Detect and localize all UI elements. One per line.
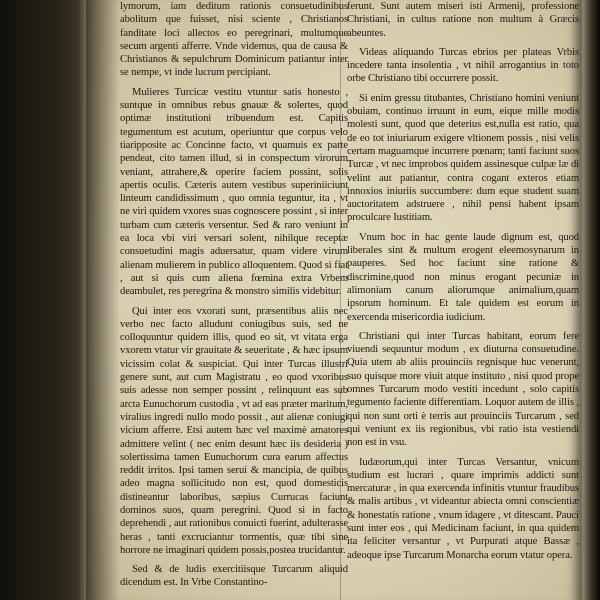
left-column <box>120 0 348 596</box>
left-paragraph-2: Mulieres Turcicæ vestitu vtuntur satis honesto , suntque in omnibus rebus gnauæ & solertes, quod optimæ institutioni tribuendum est. Capitis tegumentum est acutum, operiuntur que corpus velo tiaripposite ac Concinne facto, vt quamuis ex parte pendeat, cito tamen illud, si in conspectum virorum veniant, attrahere,& operire faciem possint, solis apertis oculis. Cæteris autem vestibus superiniiciunt linteum candidissimum , quo omnia teguntur, ita , vt ne viri quidem vxores suas cognoscere possint , si inter turbam cum cæteris versentur. Sed & raro veniunt in ea loca vbi viri versari solent, nihilque receptæ consuetudini magis aduersatur, quam videre virum alienam mulierem in publico alloquentem. Quod si fiat , aut si quis cum aliena fœmina extra Vrbem deambulet, res peregrina & monstro similis videbitur. <box>120 86 349 298</box>
right-paragraph-3: Si enim gressu titubantes, Christiano homini veniunt obuiam, continuo irruunt in eum, eique mille modis molesti sunt, quod que deterius est,nulla est ratio, qua de eo tot iniuriarum exigere vltionem possis , nisi velis certam maguamque incurrere pœnam; tanti faciunt suos Turcæ , vt nec improbos quidem assinesque culpæ læ di velint aut patiantur, contra cogant exteros etiam innoxios iniuriis succumbere: dum eque student suam auctoritatem adstruere , nihil pensi habent ipsam proculcare Iustitiam. <box>347 92 579 224</box>
right-paragraph-6: Iudæorum,qui inter Turcas Versantur, vnicum studium est lucrari , quare imprimis addicti sunt mercaturæ , in qua exercenda infinitis vtuntur fraudibus & malis artibus , vt videantur abiecta omni conscientiæ & honestatis ratione , vnum idagere , vt ditescant. Pauci sunt inter eos , qui Medicinam faciunt, in qua quidem ita feliciter versantur , vt Purpurati atque Bassæ , adeoque ipse Turcarum Monarcha eorum vtatur opera. <box>347 456 579 561</box>
page-edge-shadow <box>582 0 600 600</box>
right-paragraph-5: Christiani qui inter Turcas habitant, eorum fere viuendi sequuntur modum , ex diuturna consuetudine. Quia utem ab aliis prouinciis regnisque huc venerunt, suo quisque more viuit atque instituto , nisi quod prope omnes Turcarum modo vestiti incedunt , solo capitis tegumento faciente differentiam. Loquor autem de illis , qui non sunt orti è terris aut prouinciis Turcarum , sed qui veniunt ex iis regionibus, vbi ratio ista vestiendi non est in vsu. <box>347 330 579 449</box>
right-paragraph-1: ferunt. Sunt autem miseri isti Armenij, professione Christiani, in cultus ratione non multum à Græcis abeuntes. <box>347 1 579 39</box>
left-paragraph-3: Qui inter eos vxorati sunt, præsentibus aliis nec verbo nec facto alludunt coniugibus suis, sed ne colloquuntur quidem illis, quod eo sit, vt vitata erga vxorem vtatur vir grauitate & seueritate , & hæc ipsum vicissim colat & suspiciat. Qui inter Turcas illustri genere sunt, aut cum Magistratu , eo quod vxoribus suis adesse non semper possint , relinquunt eas sub arcta Eunuchorum custodia , vt ad eas præter maritum, viralius ingredi nullo modo possit , aut alienæ coniugi vicium afferre. Etsi autem hæc vel maximè amatores admittere velint ( nec enim desunt hæc iis desideria ) solertissima tamen Eunuchorum cura earum affectus reddit irritos. Ipsi tamen serui & mancipia, de quibus adeo magna sollicitudo non est, quod domesticis distineantur laboribus, sæpius Currucas faciunt dominos suos, quam peregrini. Quod si in facto deprehendi , aut rationibus conuicti fuerint, adulterasse heras , tanti excruciantur tormentis, quæ tibi sine horrore ne imaginari quidem possis,postea trucidantur. <box>120 305 348 556</box>
left-paragraph-4: Sed & de ludis exercitiisque Turcarum aliquid dicendum est. In Vrbe Constantino- <box>120 564 348 589</box>
right-paragraph-2: Videas aliquando Turcas ebrios per plateas Vrbis incedere tanta insolentia , vt nihil arrogantius in toto orbe Christiano tibi occurrere possit. <box>347 46 579 85</box>
right-paragraph-4: Vnum hoc in hac gente laude dignum est, quod liberales sint & multum erogent eleemosynarum in pauperes. Sed hoc faciunt sine ratione & discrimine,quod non minus erogant pecuniæ in alimoniam canum aliorumque animalium,quam ipsorum hominum. Et tale quidem est eorum in exercenda misericordia iudicium. <box>347 231 579 323</box>
column-divider <box>340 0 341 600</box>
left-paragraph-1: lymorum, iam deditum rationis consuetudinibus abolitum que fuisset, nisi sciente , Christianos fanditate loci allectos eo peregrinari, multumque secum argenti afferre. Vnde videmus, qua de causa & Christianos & sepulchrum Dominicum patiantur inter se nempe, vt inde lucrum percipiant. <box>120 1 348 79</box>
right-column <box>347 0 579 568</box>
